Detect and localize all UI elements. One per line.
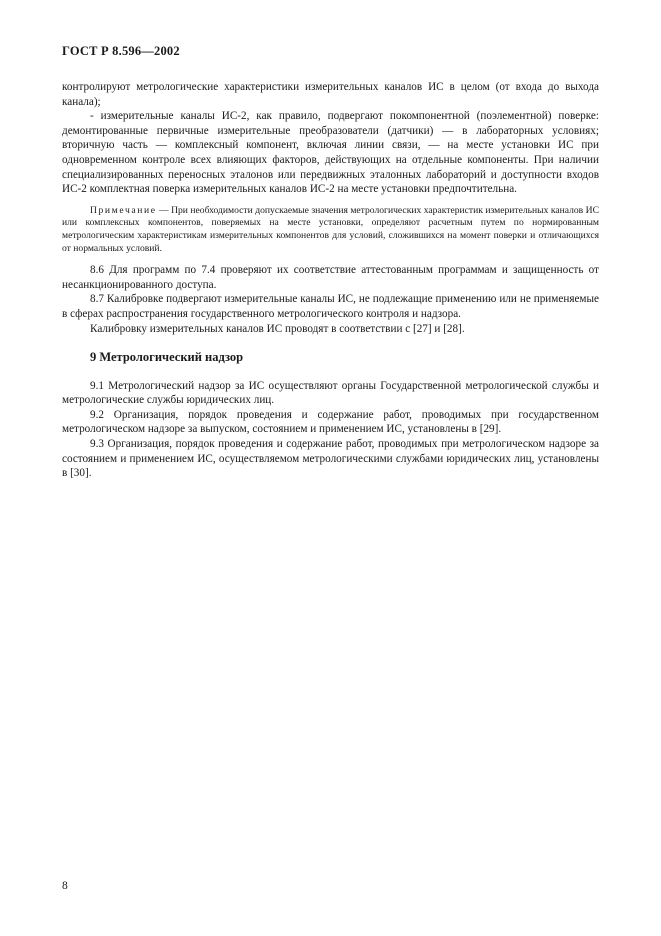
paragraph-8-6: 8.6 Для программ по 7.4 проверяют их соответствие аттестованным программам и защищенность от несанкционированного доступа. [62,264,599,291]
paragraph-8-7-calibration: Калибровку измерительных каналов ИС проводят в соответствии с [27] и [28]. [90,322,465,335]
note-paragraph [62,205,599,255]
document-body [62,80,599,481]
paragraph-9-1: 9.1 Метрологический надзор за ИС осуществляют органы Государственной метрологической службы и метрологические службы юридических лиц. [62,379,599,407]
page-number: 8 [62,880,68,892]
section-9-title: 9 Метрологический надзор [90,350,244,365]
note-label: Примечание [90,204,157,216]
paragraph-8-7: 8.7 Калибровке подвергают измерительные каналы ИС, не подлежащие применению или не применяемые в сферах распространения государственного метрологического контроля и надзора. [62,293,599,320]
document-code-header: ГОСТ Р 8.596—2002 [62,44,180,58]
paragraph-continuation: контролируют метрологические характеристики измерительных каналов ИС в целом (от входа до выхода канала); [62,81,599,108]
paragraph-ic2-verification: - измерительные каналы ИС-2, как правило, подвергают покомпонентной (поэлементной) поверке: демонтированные первичные измерительные преобразователи (датчики) — в лабораторных условиях; вторичную часть — комплексный компонент, включая линии связи, — на месте установки ИС при одновременном контроле всех влияющих факторов, действующих на отдельные компоненты. При наличии специализированных переносных эталонов или передвижных эталонных лабораторий и доступности входов ИС-2 комплектная поверка измерительных каналов ИС-2 на месте установки предпочтительна. [62,110,599,196]
paragraph-9-2: 9.2 Организация, порядок проведения и содержание работ, проводимых при государственном метрологическом надзоре за выпуском, состоянием и применением ИС, установлены в [29]. [62,408,599,436]
note-text: — При необходимости допускаемые значения метрологических характеристик измерительных каналов ИС или комплексных компонентов, поверяемых на месте установки, определяют расчетным путем по нормированным метрологическим характеристикам измерительных компонентов для условий, сложившихся на момент поверки и отличающихся от нормальных условий. [62,204,599,254]
paragraph-9-3: 9.3 Организация, порядок проведения и содержание работ, проводимых при метрологическом надзоре за состоянием и применением ИС, осуществляемом метрологическими службами юридических лиц, установлены в [30]. [62,438,599,480]
